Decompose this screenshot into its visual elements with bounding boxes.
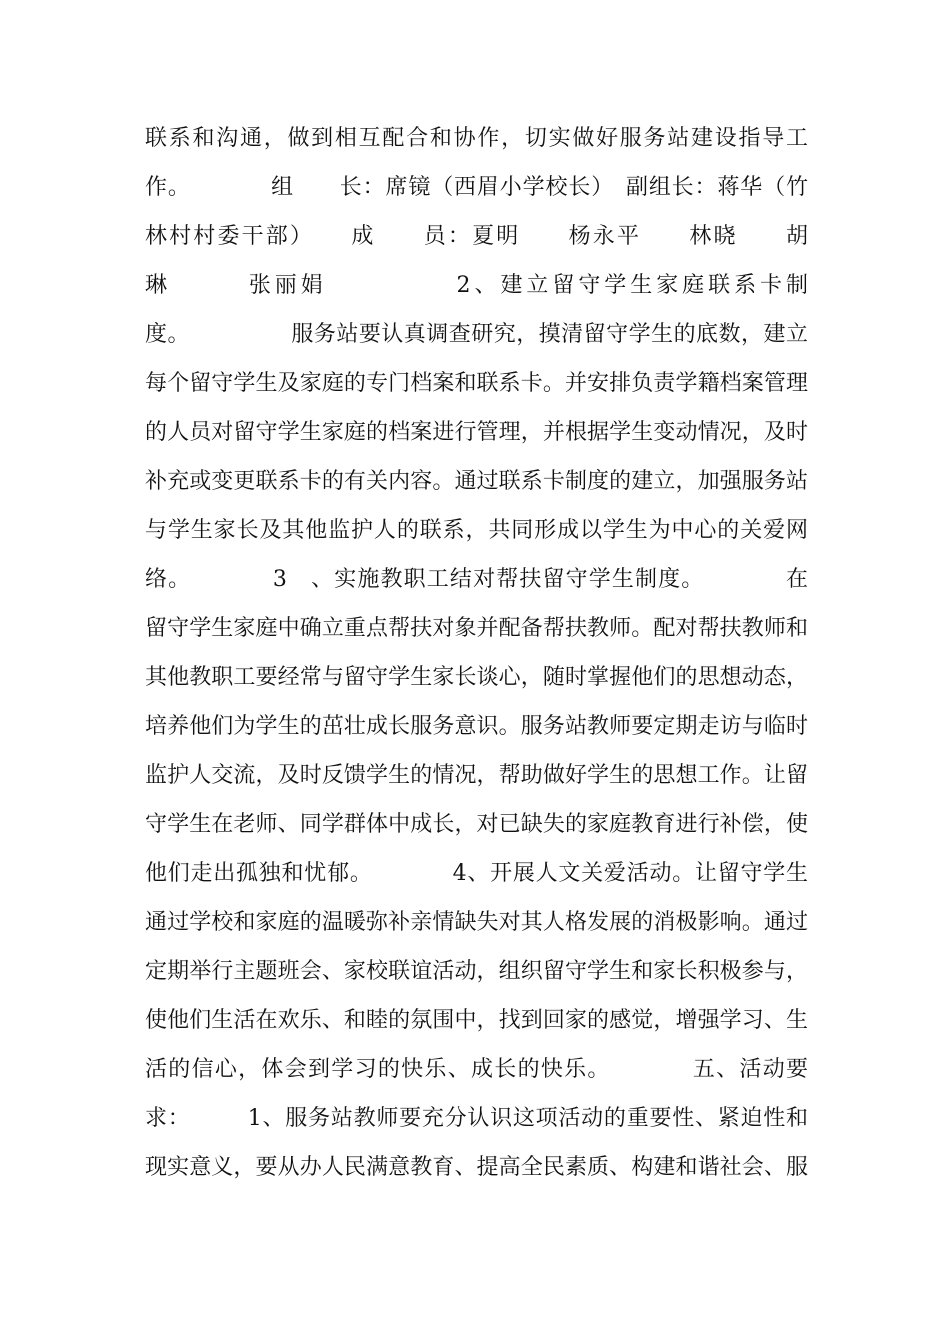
text-line: 补充或变更联系卡的有关内容。通过联系卡制度的建立，加强服务站 bbox=[145, 469, 808, 494]
text-line: 定期举行主题班会、家校联谊活动，组织留守学生和家长积极参与， bbox=[145, 959, 808, 984]
text-line: 活的信心，体会到学习的快乐、成长的快乐。 五、活动要 bbox=[145, 1057, 808, 1082]
text-line: 监护人交流，及时反馈学生的情况，帮助做好学生的思想工作。让留 bbox=[145, 763, 808, 788]
text-line: 度。 服务站要认真调查研究，摸清留守学生的底数，建立 bbox=[145, 322, 808, 347]
text-line: 现实意义，要从办人民满意教育、提高全民素质、构建和谐社会、服 bbox=[145, 1155, 808, 1180]
text-line: 守学生在老师、同学群体中成长，对已缺失的家庭教育进行补偿，使 bbox=[145, 812, 808, 837]
text-line: 的人员对留守学生家庭的档案进行管理，并根据学生变动情况，及时 bbox=[145, 420, 808, 445]
text-line: 琳 张丽娟 2、建立留守学生家庭联系卡制 bbox=[145, 273, 808, 298]
text-line: 通过学校和家庭的温暖弥补亲情缺失对其人格发展的消极影响。通过 bbox=[145, 910, 808, 935]
text-line: 联系和沟通，做到相互配合和协作，切实做好服务站建设指导工 bbox=[145, 126, 808, 151]
text-line: 其他教职工要经常与留守学生家长谈心，随时掌握他们的思想动态， bbox=[145, 665, 808, 690]
document-body bbox=[145, 114, 808, 1192]
text-line: 络。 3 、实施教职工结对帮扶留守学生制度。 在 bbox=[145, 567, 808, 592]
text-line: 作。 组 长：席镜（西眉小学校长） 副组长：蒋华（竹 bbox=[145, 175, 808, 200]
text-line: 林村村委干部） 成 员：夏明 杨永平 林晓 胡 bbox=[145, 224, 808, 249]
text-line: 使他们生活在欢乐、和睦的氛围中，找到回家的感觉，增强学习、生 bbox=[145, 1008, 808, 1033]
text-line: 求： 1、服务站教师要充分认识这项活动的重要性、紧迫性和 bbox=[145, 1106, 808, 1131]
text-line: 留守学生家庭中确立重点帮扶对象并配备帮扶教师。配对帮扶教师和 bbox=[145, 616, 808, 641]
text-line: 培养他们为学生的茁壮成长服务意识。服务站教师要定期走访与临时 bbox=[145, 714, 808, 739]
text-line: 与学生家长及其他监护人的联系，共同形成以学生为中心的关爱网 bbox=[145, 518, 808, 543]
text-line: 他们走出孤独和忧郁。 4、开展人文关爱活动。让留守学生 bbox=[145, 861, 808, 886]
text-line: 每个留守学生及家庭的专门档案和联系卡。并安排负责学籍档案管理 bbox=[145, 371, 808, 396]
